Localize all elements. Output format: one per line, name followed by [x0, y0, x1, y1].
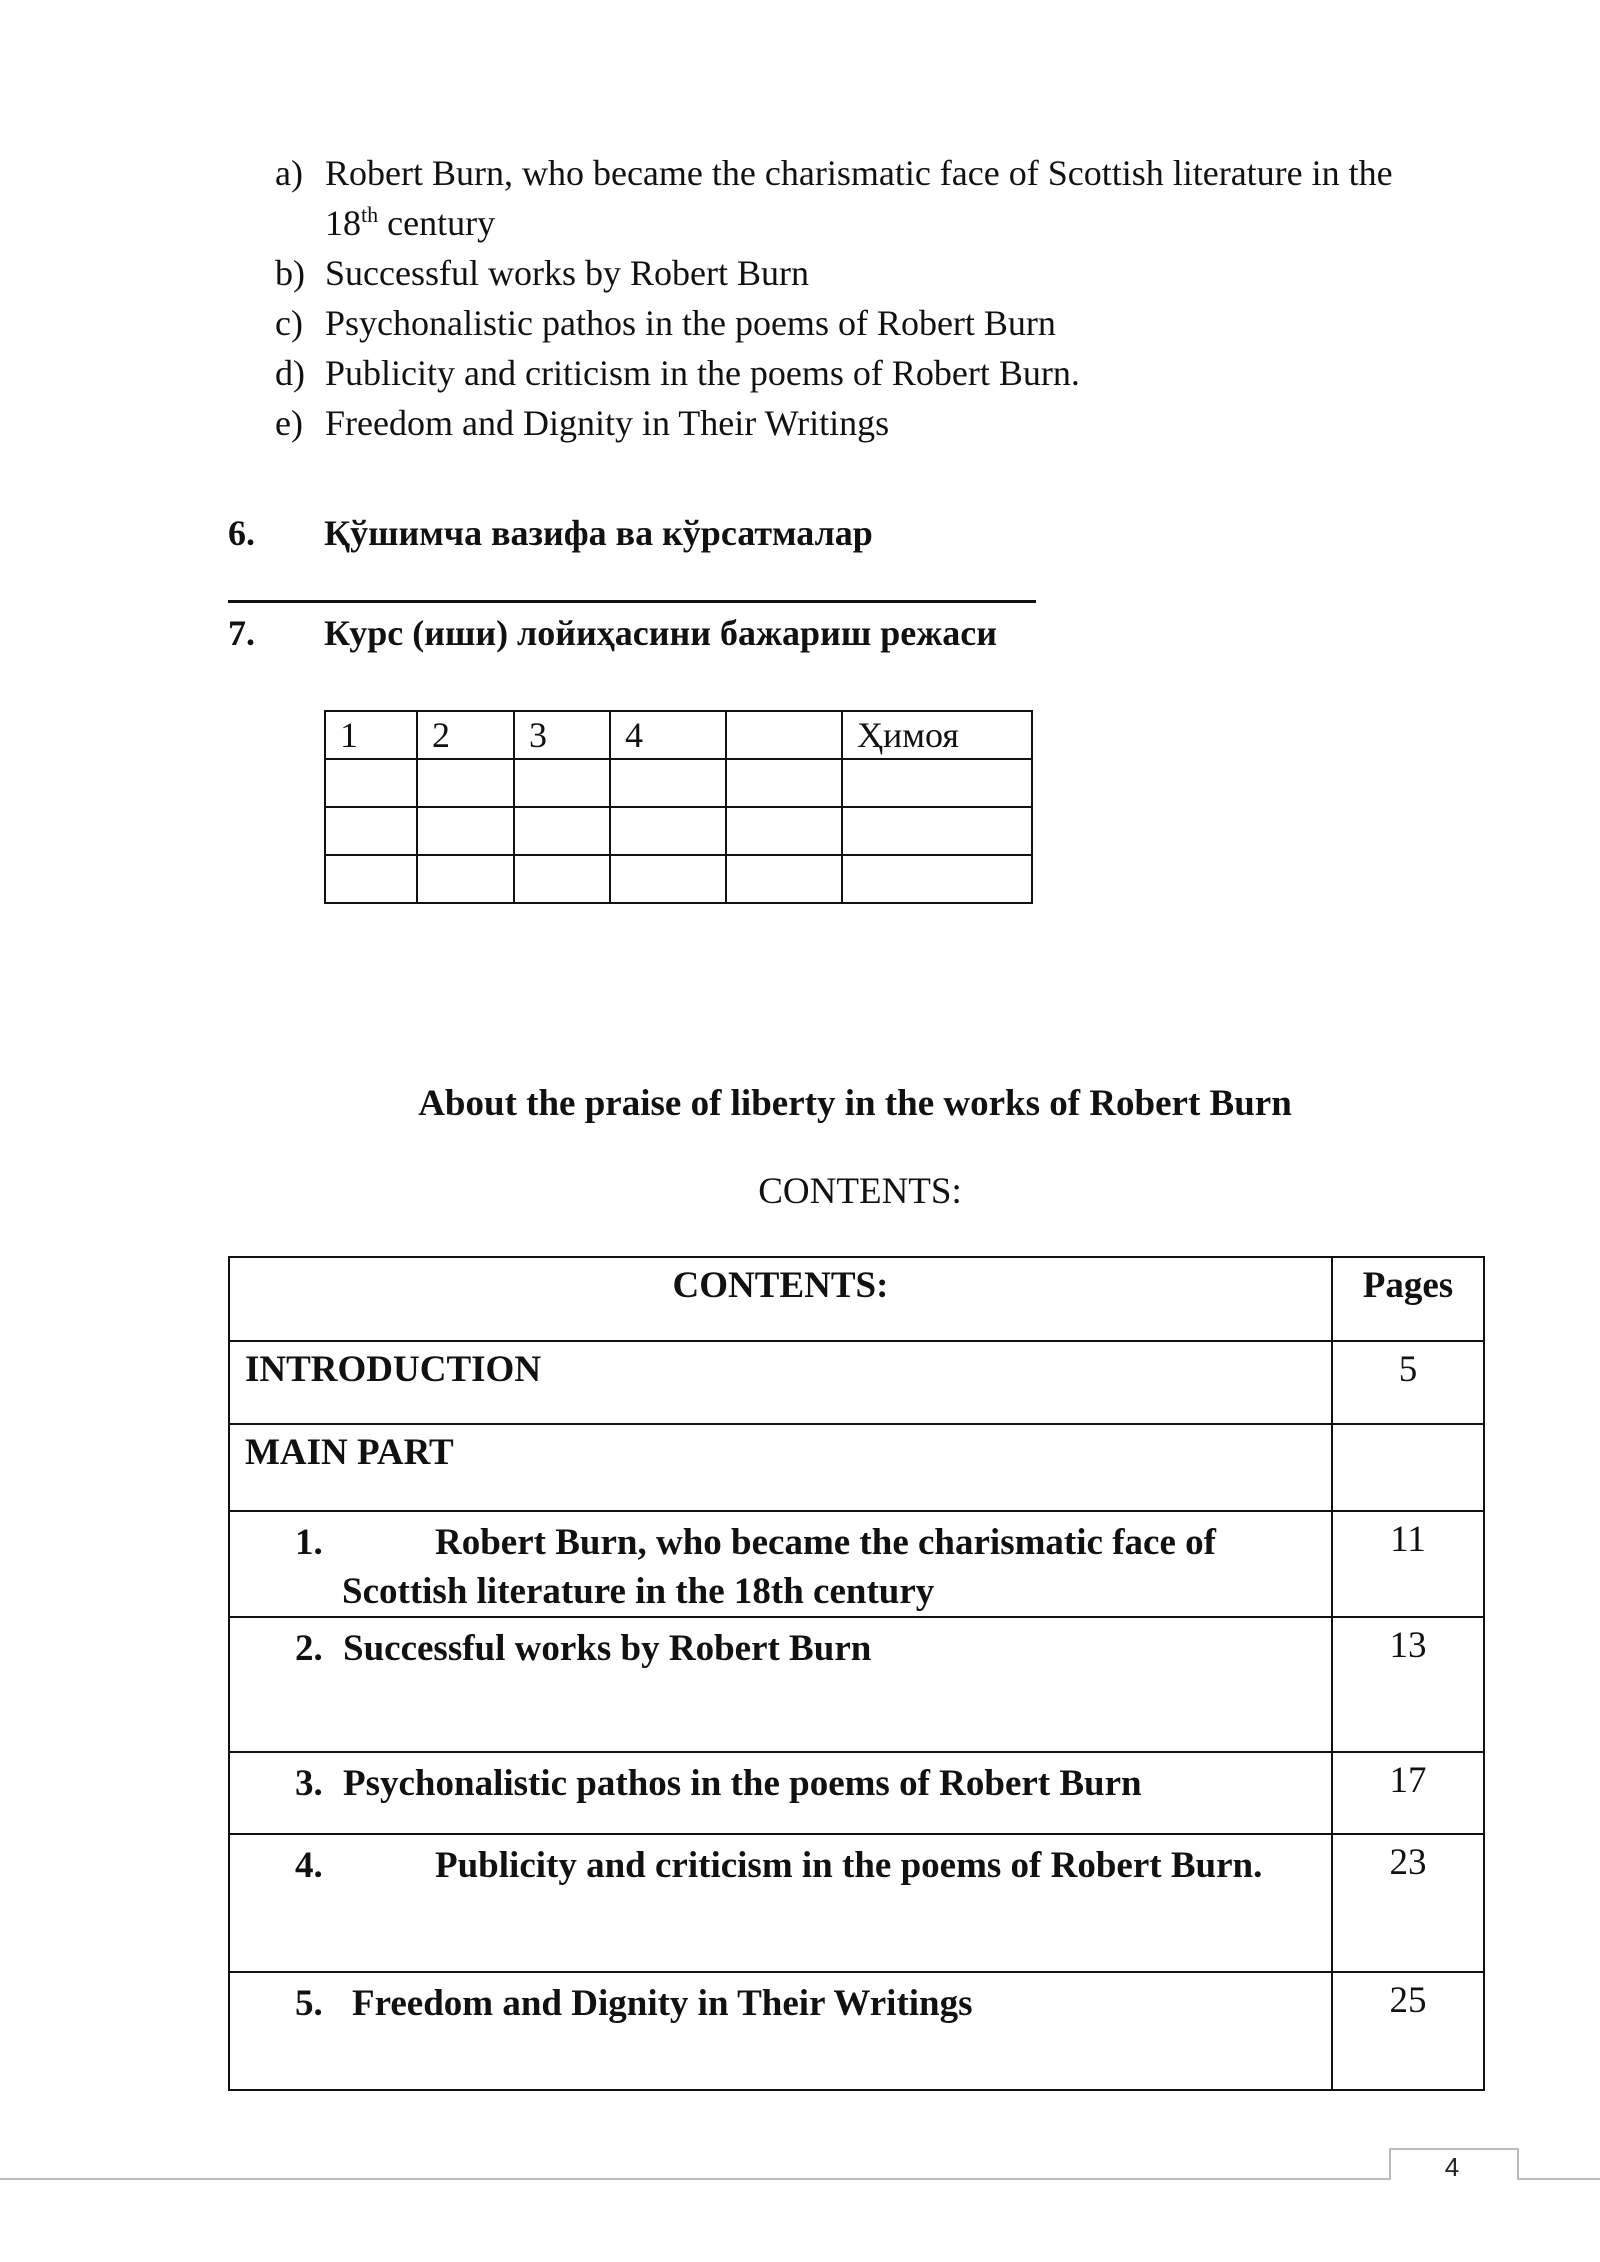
- toc-item-text-cont: Scottish literature in the 18th century: [342, 1571, 935, 1612]
- list-marker: d): [275, 353, 305, 393]
- table-cell: [610, 759, 726, 807]
- list-item: [275, 348, 1475, 398]
- table-cell: [726, 759, 842, 807]
- table-cell: [726, 711, 842, 759]
- table-row: [229, 1752, 1484, 1834]
- toc-page: 5: [1332, 1341, 1484, 1424]
- toc-page: 23: [1332, 1834, 1484, 1972]
- table-row: [229, 1257, 1484, 1341]
- toc-introduction: INTRODUCTION: [245, 1349, 542, 1390]
- toc-item: [230, 1618, 1331, 1673]
- list-item-text: Publicity and criticism in the poems of Robert Burn.: [325, 353, 1080, 393]
- table-cell: [842, 807, 1032, 855]
- table-cell: [610, 807, 726, 855]
- table-cell: 4: [610, 711, 726, 759]
- table-cell: [726, 855, 842, 903]
- toc-header-label: CONTENTS:: [672, 1265, 889, 1306]
- table-cell: [229, 1341, 1332, 1424]
- table-cell: [417, 855, 514, 903]
- toc-item-text: Robert Burn, who became the charismatic face of: [435, 1522, 1216, 1563]
- blank-line: [228, 600, 1036, 603]
- toc-item-number: 1.: [295, 1522, 323, 1563]
- table-cell: [842, 855, 1032, 903]
- list-item: [275, 298, 1475, 348]
- list-item: [275, 398, 1475, 448]
- list-marker: e): [275, 403, 303, 443]
- table-cell: 2: [417, 711, 514, 759]
- contents-heading: CONTENTS:: [758, 1171, 962, 1212]
- table-cell: [229, 1257, 1332, 1341]
- toc-item-number: 5.: [295, 1983, 323, 2024]
- table-cell: [325, 759, 417, 807]
- table-cell: [842, 759, 1032, 807]
- list-item-text-cont: [325, 203, 495, 243]
- list-item-text: Freedom and Dignity in Their Writings: [325, 403, 890, 443]
- table-cell: [229, 1834, 1332, 1972]
- toc-page: 25: [1332, 1972, 1484, 2090]
- list-item: [275, 148, 1475, 248]
- table-cell: [417, 807, 514, 855]
- table-cell: 1: [325, 711, 417, 759]
- list-marker: c): [275, 303, 303, 343]
- table-row: [229, 1834, 1484, 1972]
- table-row: [325, 855, 1032, 903]
- toc-item-text: Psychonalistic pathos in the poems of Robert Burn: [343, 1763, 1142, 1804]
- table-cell: Ҳимоя: [842, 711, 1032, 759]
- toc-page: 13: [1332, 1617, 1484, 1752]
- table-cell: [417, 759, 514, 807]
- toc-item-text: Freedom and Dignity in Their Writings: [352, 1983, 973, 2024]
- table-cell: [514, 759, 610, 807]
- section-number: 7.: [228, 613, 255, 653]
- toc-header-pages: Pages: [1332, 1257, 1484, 1341]
- toc-main-part: MAIN PART: [245, 1432, 454, 1473]
- list-item-text: Robert Burn, who became the charismatic face of Scottish literature in the: [325, 153, 1393, 193]
- table-cell: [514, 855, 610, 903]
- toc-item-text: Publicity and criticism in the poems of Robert Burn.: [435, 1845, 1263, 1886]
- table-cell: [229, 1511, 1332, 1617]
- toc-item: [230, 1835, 1331, 1890]
- toc-item-number: 3.: [295, 1763, 323, 1804]
- table-cell: [229, 1972, 1332, 2090]
- century-suffix: th: [361, 202, 379, 227]
- table-cell: [325, 807, 417, 855]
- toc-item: [230, 1973, 1331, 2028]
- table-row: [229, 1511, 1484, 1617]
- section-title: Қўшимча вазифа ва кўрсатмалар: [324, 513, 873, 553]
- table-row: [229, 1424, 1484, 1511]
- table-cell: [514, 807, 610, 855]
- list-item-text: Psychonalistic pathos in the poems of Robert Burn: [325, 303, 1056, 343]
- section-title: Курс (иши) лойиҳасини бажариш режаси: [324, 613, 998, 653]
- toc-item: [230, 1753, 1331, 1808]
- footer-rule: [0, 2178, 1600, 2180]
- toc-item-number: 2.: [295, 1628, 323, 1669]
- document-title: About the praise of liberty in the works of Robert Burn: [418, 1083, 1292, 1124]
- table-cell: [325, 855, 417, 903]
- table-row: [229, 1617, 1484, 1752]
- plan-table: [324, 710, 1033, 904]
- table-row: [325, 807, 1032, 855]
- table-row: [325, 759, 1032, 807]
- page-number: 4: [1444, 2152, 1460, 2182]
- toc-page: 11: [1332, 1511, 1484, 1617]
- century-number: 18: [325, 203, 361, 243]
- table-cell: [229, 1752, 1332, 1834]
- table-cell: 3: [514, 711, 610, 759]
- toc-page: [1332, 1424, 1484, 1511]
- list-item-text: Successful works by Robert Burn: [325, 253, 809, 293]
- table-row: [325, 711, 1032, 759]
- table-row: [229, 1341, 1484, 1424]
- section-number: 6.: [228, 513, 255, 553]
- topic-list: [275, 148, 1475, 448]
- table-cell: [610, 855, 726, 903]
- century-word: century: [378, 203, 496, 243]
- contents-table: [228, 1256, 1485, 2091]
- toc-item: [230, 1512, 1331, 1616]
- list-marker: a): [275, 153, 303, 193]
- toc-item-number: 4.: [295, 1845, 323, 1886]
- table-cell: [229, 1617, 1332, 1752]
- table-cell: [726, 807, 842, 855]
- list-item: [275, 248, 1475, 298]
- table-row: [229, 1972, 1484, 2090]
- toc-item-text: Successful works by Robert Burn: [343, 1628, 872, 1669]
- list-marker: b): [275, 253, 305, 293]
- table-cell: [229, 1424, 1332, 1511]
- toc-page: 17: [1332, 1752, 1484, 1834]
